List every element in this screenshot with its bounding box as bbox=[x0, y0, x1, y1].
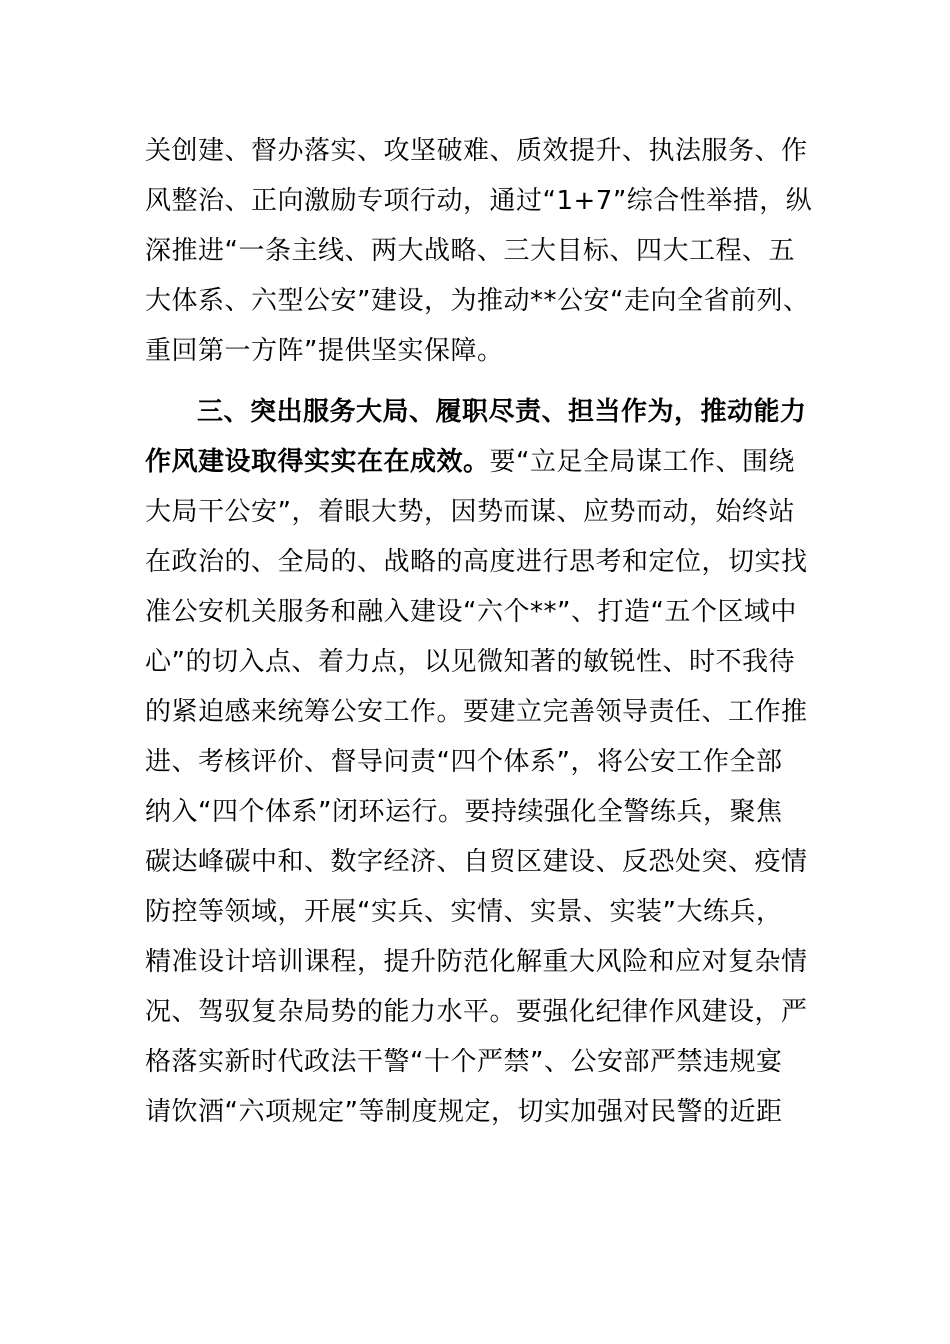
paragraph-2-line: 况、驾驭复杂局势的能力水平。要强化纪律作风建设，严 bbox=[145, 997, 808, 1027]
paragraph-2-line: 请饮酒“六项规定”等制度规定，切实加强对民警的近距 bbox=[145, 1097, 783, 1127]
paragraph-1-line: 大体系、六型公安”建设，为推动**公安“走向全省前列、 bbox=[145, 286, 810, 316]
section-body-text: 要“立足全局谋工作、围绕 bbox=[489, 447, 795, 477]
paragraph-2-line: 防控等领域，开展“实兵、实情、实景、实装”大练兵， bbox=[145, 897, 783, 927]
paragraph-2-line: 纳入“四个体系”闭环运行。要持续强化全警练兵，聚焦 bbox=[145, 797, 783, 827]
paragraph-1-line: 风整治、正向激励专项行动，通过“1+7”综合性举措，纵 bbox=[145, 186, 813, 216]
paragraph-1-line: 深推进“一条主线、两大战略、三大目标、四大工程、五 bbox=[145, 236, 795, 266]
paragraph-1-line: 重回第一方阵”提供坚实保障。 bbox=[145, 336, 504, 366]
paragraph-2-line: 心”的切入点、着力点，以见微知著的敏锐性、时不我待 bbox=[145, 647, 795, 677]
section-heading-line: 三、突出服务大局、履职尽责、担当作为，推动能力 bbox=[197, 397, 807, 427]
paragraph-2 bbox=[145, 387, 825, 1137]
paragraph-2-line: 准公安机关服务和融入建设“六个**”、打造“五个区域中 bbox=[145, 597, 797, 627]
paragraph-2-line: 碳达峰碳中和、数字经济、自贸区建设、反恐处突、疫情 bbox=[145, 847, 808, 877]
paragraph-2-line: 精准设计培训课程，提升防范化解重大风险和应对复杂情 bbox=[145, 947, 808, 977]
paragraph-2-line: 在政治的、全局的、战略的高度进行思考和定位，切实找 bbox=[145, 547, 808, 577]
paragraph-2-line: 大局干公安”，着眼大势，因势而谋、应势而动，始终站 bbox=[145, 497, 795, 527]
section-heading-continuation bbox=[145, 437, 825, 487]
paragraph-1-line: 关创建、督办落实、攻坚破难、质效提升、执法服务、作 bbox=[145, 136, 808, 166]
paragraph-1 bbox=[145, 126, 825, 376]
paragraph-2-line: 的紧迫感来统筹公安工作。要建立完善领导责任、工作推 bbox=[145, 697, 808, 727]
paragraph-2-line: 格落实新时代政法干警“十个严禁”、公安部严禁违规宴 bbox=[145, 1047, 783, 1077]
section-heading-bold-text: 作风建设取得实实在在成效。 bbox=[145, 447, 490, 477]
paragraph-2-line: 进、考核评价、督导问责“四个体系”，将公安工作全部 bbox=[145, 747, 783, 777]
